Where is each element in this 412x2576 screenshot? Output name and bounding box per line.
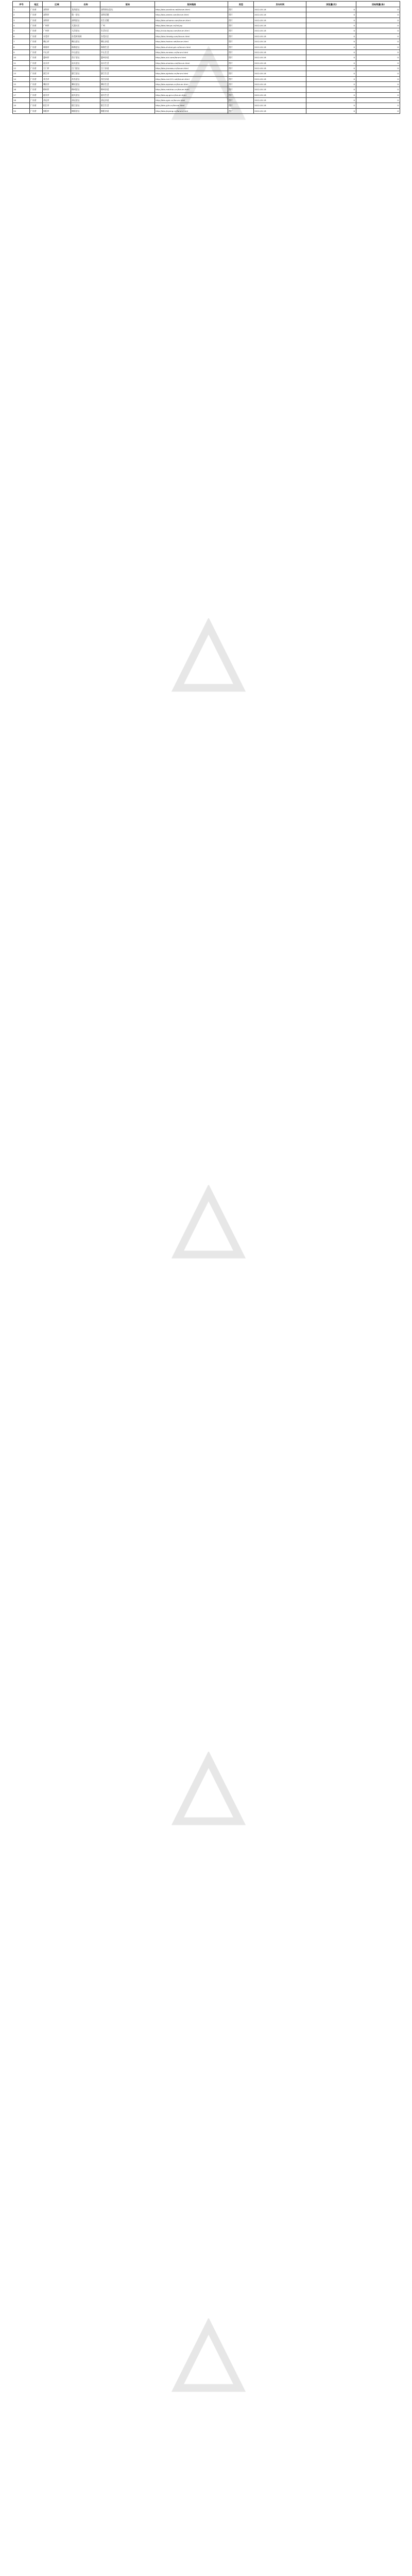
table-row [12,18,400,23]
cell-board-link[interactable]: http://bbs.zhuhai.gd.cn/forum.html [154,45,228,49]
cell-area: 阳江市 [42,103,71,108]
table-row [12,50,400,55]
cell-publish-time: 2012-05-18 [253,71,306,76]
watermark-logo-icon [170,2318,247,2396]
cell-index: 12 [12,66,29,71]
table-row [12,103,400,108]
cell-region: 广东省 [29,23,42,28]
table-row [12,39,400,44]
cell-views: 0 [306,50,356,55]
cell-board: 珠海生活 [100,45,154,49]
cell-board: 梅州杂谈 [100,87,154,92]
cell-board-link[interactable]: http://bbs.szhome.com/forum.html [154,18,228,23]
cell-name: 大洋论坛 [71,28,100,33]
cell-index: 20 [12,109,29,113]
table-row [12,82,400,87]
cell-publish-time: 2012-05-18 [253,34,306,39]
cell-board: 湛江生活 [100,71,154,76]
cell-area: 江门市 [42,66,71,71]
cell-index: 7 [12,39,29,44]
cell-publish-time: 2012-05-18 [253,93,306,97]
cell-views: 0 [306,87,356,92]
cell-replies: 0 [356,71,400,76]
cell-board-link[interactable]: http://bbs.timedg.com/forum.html [154,34,228,39]
cell-publish-time: 2012-05-18 [253,50,306,55]
cell-area: 广州市 [42,23,71,28]
cell-area: 梅州市 [42,87,71,92]
table-row [12,109,400,114]
cell-name: 汕头论坛 [71,61,100,65]
cell-replies: 0 [356,28,400,33]
cell-replies: 0 [356,23,400,28]
cell-board: 肇庆生活 [100,82,154,87]
cell-publish-time: 2012-05-18 [253,61,306,65]
cell-name: 揭阳论坛 [71,109,100,113]
cell-views: 0 [306,61,356,65]
cell-board: 佛山杂谈 [100,39,154,44]
header-views: 浏览量(次) [306,2,356,7]
header-publish-time: 发布时间 [253,2,306,7]
cell-name: 湛江论坛 [71,71,100,76]
cell-region: 广东省 [29,50,42,55]
cell-area: 中山市 [42,50,71,55]
table-row [12,7,400,12]
cell-name: 西子论坛 [71,55,100,60]
cell-replies: 0 [356,45,400,49]
cell-views: 0 [306,66,356,71]
cell-board: 清远杂谈 [100,98,154,103]
cell-publish-time: 2012-05-18 [253,45,306,49]
cell-publish-time: 2012-05-18 [253,87,306,92]
table-row [12,23,400,28]
watermark-logo-icon [170,1752,247,1829]
cell-board-link[interactable]: http://bbs.foshan.net/forum.html [154,39,228,44]
cell-publish-time: 2012-05-18 [253,77,306,81]
cell-board-link[interactable]: http://bbs.zsnews.cn/forum.html [154,50,228,55]
cell-region: 广东省 [29,28,42,33]
cell-index: 16 [12,87,29,92]
cell-replies: 0 [356,98,400,103]
cell-area: 揭阳市 [42,109,71,113]
cell-replies: 0 [356,77,400,81]
cell-board: 茂名杂谈 [100,77,154,81]
cell-index: 8 [12,45,29,49]
table-row [12,98,400,103]
watermark-logo-icon [170,618,247,696]
cell-type: 图片 [228,50,253,55]
cell-name: 奥一论坛 [71,12,100,17]
cell-area: 珠海市 [42,45,71,49]
cell-views: 0 [306,39,356,44]
cell-publish-time: 2012-05-18 [253,28,306,33]
cell-views: 0 [306,45,356,49]
cell-views: 0 [306,55,356,60]
cell-board: 民生话题 [100,18,154,23]
cell-views: 0 [306,18,356,23]
cell-board: 韶关生活 [100,93,154,97]
cell-board-link[interactable]: http://bbs.jieyang.cn/forum.html [154,109,228,113]
cell-index: 18 [12,98,29,103]
table-row [12,87,400,92]
cell-replies: 0 [356,39,400,44]
cell-region: 广东省 [29,12,42,17]
header-region: 地区 [29,2,42,7]
cell-name: 梅州论坛 [71,87,100,92]
cell-replies: 0 [356,93,400,97]
cell-type: 图片 [228,12,253,17]
table-header-row [12,1,400,7]
cell-board-link[interactable]: http://club.dayoo.com/forum.html [154,28,228,33]
header-area: 区域 [42,2,71,7]
cell-board-link[interactable]: http://bbs.zjphoto.cn/forum.html [154,71,228,76]
cell-name: 阳江论坛 [71,103,100,108]
cell-board: 惠州杂谈 [100,55,154,60]
table-row [12,77,400,82]
table-row [12,12,400,18]
cell-publish-time: 2012-05-18 [253,98,306,103]
cell-region: 广东省 [29,7,42,12]
cell-name: 东莞时间网 [71,34,100,39]
cell-board-link[interactable]: http://bbs.shantou.net/forum.html [154,61,228,65]
table-row [12,93,400,98]
cell-views: 0 [306,34,356,39]
cell-area: 茂名市 [42,77,71,81]
cell-index: 14 [12,77,29,81]
cell-board-link[interactable]: http://bbs.xizi.com/forum.html [154,55,228,60]
cell-views: 0 [306,82,356,87]
cell-board: 中山生活 [100,50,154,55]
cell-area: 深圳市 [42,18,71,23]
cell-board: 阳江生活 [100,103,154,108]
cell-region: 广东省 [29,18,42,23]
cell-index: 3 [12,18,29,23]
cell-views: 0 [306,7,356,12]
cell-area: 东莞市 [42,34,71,39]
cell-board-link[interactable]: http://bbs.zqnews.cn/forum.html [154,82,228,87]
cell-publish-time: 2012-05-18 [253,39,306,44]
cell-type: 图片 [228,109,253,113]
cell-replies: 0 [356,66,400,71]
cell-area: 清远市 [42,98,71,103]
cell-type: 图片 [228,87,253,92]
cell-index: 15 [12,82,29,87]
cell-index: 9 [12,50,29,55]
cell-region: 广东省 [29,77,42,81]
header-replies: 回帖数量(条) [356,2,400,7]
cell-type: 图片 [228,55,253,60]
cell-board: 东莞社区 [100,34,154,39]
cell-board: 深圳网友论坛 [100,7,154,12]
cell-board-link[interactable]: http://bbs.jmnews.cn/forum.html [154,66,228,71]
table-body [12,7,400,114]
cell-board: 江门杂谈 [100,66,154,71]
cell-name: 天涯社区 [71,23,100,28]
cell-publish-time: 2012-05-18 [253,66,306,71]
cell-type: 图片 [228,82,253,87]
watermark-logo-icon [170,1185,247,1262]
cell-replies: 0 [356,34,400,39]
cell-replies: 0 [356,87,400,92]
cell-type: 图片 [228,23,253,28]
cell-publish-time: 2012-05-18 [253,109,306,113]
cell-type: 图片 [228,28,253,33]
cell-region: 广东省 [29,39,42,44]
cell-name: 中山论坛 [71,50,100,55]
cell-area: 湛江市 [42,71,71,76]
cell-region: 广东省 [29,98,42,103]
cell-replies: 0 [356,50,400,55]
cell-views: 0 [306,109,356,113]
cell-region: 广东省 [29,103,42,108]
cell-board-link[interactable]: http://bbs.qyer.cn/forum.html [154,98,228,103]
cell-views: 0 [306,77,356,81]
cell-name: 珠海论坛 [71,45,100,49]
cell-publish-time: 2012-05-18 [253,23,306,28]
header-index: 序号 [12,2,29,7]
cell-name: 江门论坛 [71,66,100,71]
cell-type: 图片 [228,18,253,23]
cell-views: 0 [306,98,356,103]
cell-region: 广东省 [29,82,42,87]
cell-area: 韶关市 [42,93,71,97]
cell-type: 图片 [228,93,253,97]
cell-board: 揭阳杂谈 [100,109,154,113]
cell-area: 佛山市 [42,39,71,44]
cell-type: 图片 [228,66,253,71]
cell-index: 1 [12,7,29,12]
cell-replies: 0 [356,82,400,87]
header-board-link: 版块链接 [154,2,228,7]
cell-replies: 0 [356,61,400,65]
header-type: 类型 [228,2,253,7]
cell-board: 深圳话题 [100,12,154,17]
cell-index: 5 [12,28,29,33]
cell-replies: 0 [356,7,400,12]
cell-index: 2 [12,12,29,17]
cell-region: 广东省 [29,45,42,49]
cell-replies: 0 [356,103,400,108]
cell-type: 图片 [228,34,253,39]
cell-replies: 0 [356,18,400,23]
cell-area: 广州市 [42,28,71,33]
cell-index: 10 [12,55,29,60]
cell-name: 清远论坛 [71,98,100,103]
cell-board-link[interactable]: http://bbs.mm111.net/forum.html [154,77,228,81]
cell-type: 图片 [228,77,253,81]
cell-index: 17 [12,93,29,97]
cell-views: 0 [306,103,356,108]
cell-index: 4 [12,23,29,28]
cell-views: 0 [306,71,356,76]
cell-publish-time: 2012-05-18 [253,7,306,12]
cell-board-link[interactable]: http://bbs.oeeee.com/forum.html [154,12,228,17]
cell-name: 肇庆论坛 [71,82,100,87]
cell-region: 广东省 [29,34,42,39]
cell-board-link[interactable]: http://bbs.tianya.cn/list.jsp [154,23,228,28]
cell-board-link[interactable]: http://bbs.yjrb.cn/forum.html [154,103,228,108]
cell-publish-time: 2012-05-18 [253,12,306,17]
cell-region: 广东省 [29,93,42,97]
cell-replies: 0 [356,12,400,17]
cell-type: 图片 [228,71,253,76]
cell-type: 图片 [228,103,253,108]
cell-area: 深圳市 [42,12,71,17]
cell-name: 韶关论坛 [71,93,100,97]
cell-views: 0 [306,12,356,17]
table-row [12,55,400,60]
cell-region: 广东省 [29,87,42,92]
cell-name: 佛山论坛 [71,39,100,44]
cell-publish-time: 2012-05-18 [253,18,306,23]
cell-board: 生活社区 [100,28,154,33]
cell-type: 图片 [228,39,253,44]
cell-index: 6 [12,34,29,39]
cell-index: 19 [12,103,29,108]
cell-publish-time: 2012-05-18 [253,103,306,108]
cell-type: 图片 [228,45,253,49]
table-row [12,28,400,33]
cell-board-link[interactable]: http://bbs.sg.gd.cn/forum.html [154,93,228,97]
cell-region: 广东省 [29,109,42,113]
cell-type: 图片 [228,98,253,103]
cell-index: 11 [12,61,29,65]
header-name: 名称 [71,2,100,7]
cell-region: 广东省 [29,71,42,76]
table-row [12,71,400,76]
table-row [12,34,400,39]
cell-views: 0 [306,23,356,28]
cell-board-link[interactable]: http://bbs.meizhou.cn/forum.html [154,87,228,92]
cell-board: 汕头生活 [100,61,154,65]
cell-region: 广东省 [29,55,42,60]
table-row [12,66,400,71]
header-board: 版块 [100,2,154,7]
cell-area: 肇庆市 [42,82,71,87]
cell-views: 0 [306,28,356,33]
cell-replies: 0 [356,109,400,113]
cell-area: 汕头市 [42,61,71,65]
cell-views: 0 [306,93,356,97]
table-row [12,61,400,66]
cell-area: 深圳市 [42,7,71,12]
cell-type: 图片 [228,61,253,65]
cell-replies: 0 [356,55,400,60]
cell-region: 广东省 [29,66,42,71]
table-row [12,45,400,50]
cell-region: 广东省 [29,61,42,65]
cell-name: 茂名论坛 [71,77,100,81]
spreadsheet-table [12,1,400,114]
cell-publish-time: 2012-05-18 [253,82,306,87]
cell-board: 广州 [100,23,154,28]
cell-index: 13 [12,71,29,76]
cell-publish-time: 2012-05-18 [253,55,306,60]
cell-board-link[interactable]: http://bbs.szonline.net/forum.html [154,7,228,12]
cell-area: 惠州市 [42,55,71,60]
cell-name: 龙岗论坛 [71,7,100,12]
cell-type: 图片 [228,7,253,12]
cell-name: 深圳论坛 [71,18,100,23]
